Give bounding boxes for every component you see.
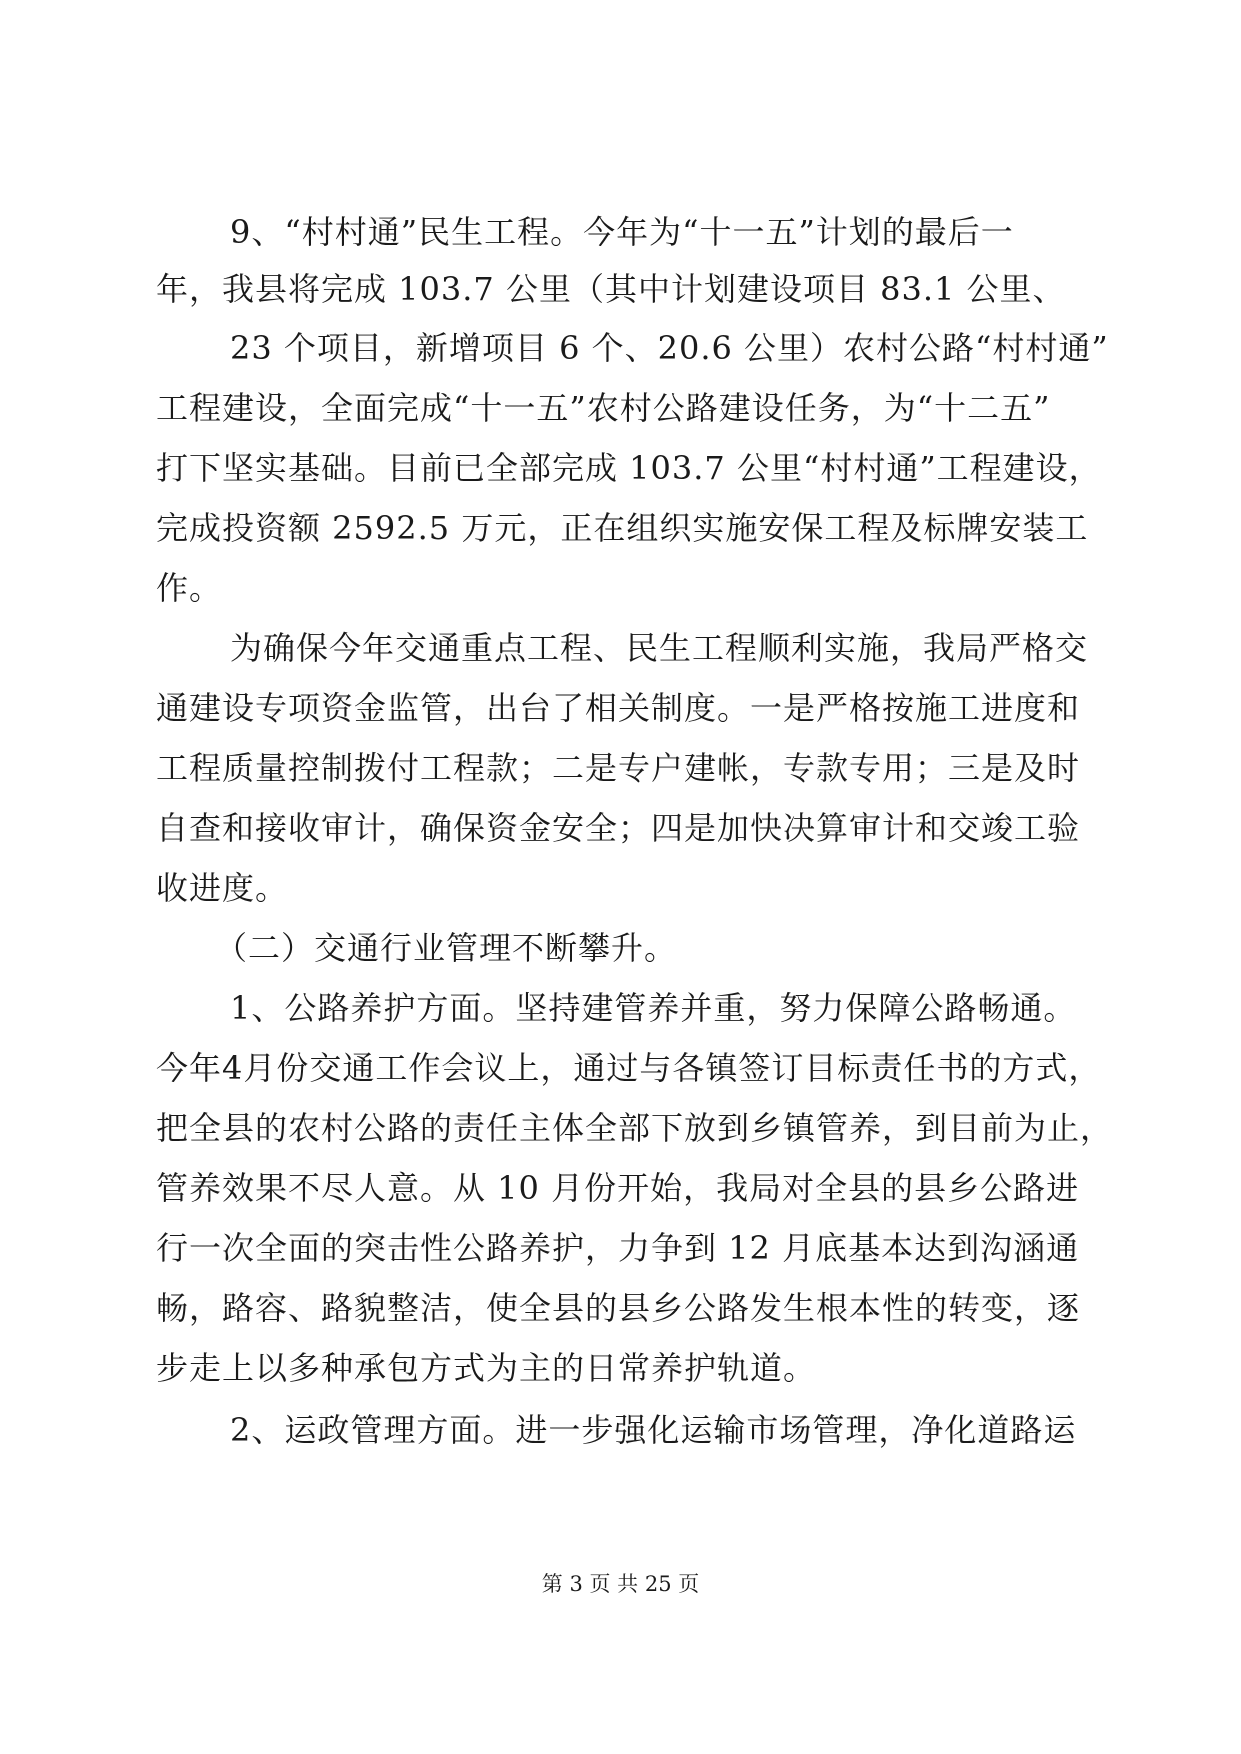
text-line: 通建设专项资金监管，出台了相关制度。一是严格按施工进度和 [156,689,1081,727]
text-line: 1、公路养护方面。坚持建管养并重，努力保障公路畅通。 [230,989,1077,1027]
text-line: 2、运政管理方面。进一步强化运输市场管理，净化道路运 [230,1411,1077,1449]
text-line: 9、“村村通”民生工程。今年为“十一五”计划的最后一 [230,213,1014,251]
text-line: 工程质量控制拨付工程款；二是专户建帐，专款专用；三是及时 [156,749,1081,787]
text-line: 今年4月份交通工作会议上，通过与各镇签订目标责任书的方式， [156,1049,1102,1087]
text-line: 打下坚实基础。目前已全部完成 103.7 公里“村村通”工程建设， [156,449,1102,487]
text-line: 作。 [156,569,223,607]
text-line: 工程建设，全面完成“十一五”农村公路建设任务，为“十二五” [156,389,1051,427]
text-line: 管养效果不尽人意。从 10 月份开始，我局对全县的县乡公路进 [156,1169,1080,1207]
text-line: 畅，路容、路貌整洁，使全县的县乡公路发生根本性的转变，逐 [156,1289,1081,1327]
text-line: 收进度。 [156,869,289,907]
text-line: 自查和接收审计，确保资金安全；四是加快决算审计和交竣工验 [156,809,1081,847]
text-line: 23 个项目，新增项目 6 个、20.6 公里）农村公路“村村通” [230,329,1109,367]
page-number-footer: 第 3 页 共 25 页 [541,1572,700,1596]
section-heading: （二）交通行业管理不断攀升。 [215,929,678,967]
text-line: 行一次全面的突击性公路养护，力争到 12 月底基本达到沟涵通 [156,1229,1080,1267]
text-line: 为确保今年交通重点工程、民生工程顺利实施，我局严格交 [230,629,1089,667]
text-line: 步走上以多种承包方式为主的日常养护轨道。 [156,1349,817,1387]
text-line: 把全县的农村公路的责任主体全部下放到乡镇管养，到目前为止， [156,1109,1114,1147]
text-line: 年，我县将完成 103.7 公里（其中计划建设项目 83.1 公里、 [156,270,1066,308]
text-line: 完成投资额 2592.5 万元，正在组织实施安保工程及标牌安装工 [156,509,1089,547]
